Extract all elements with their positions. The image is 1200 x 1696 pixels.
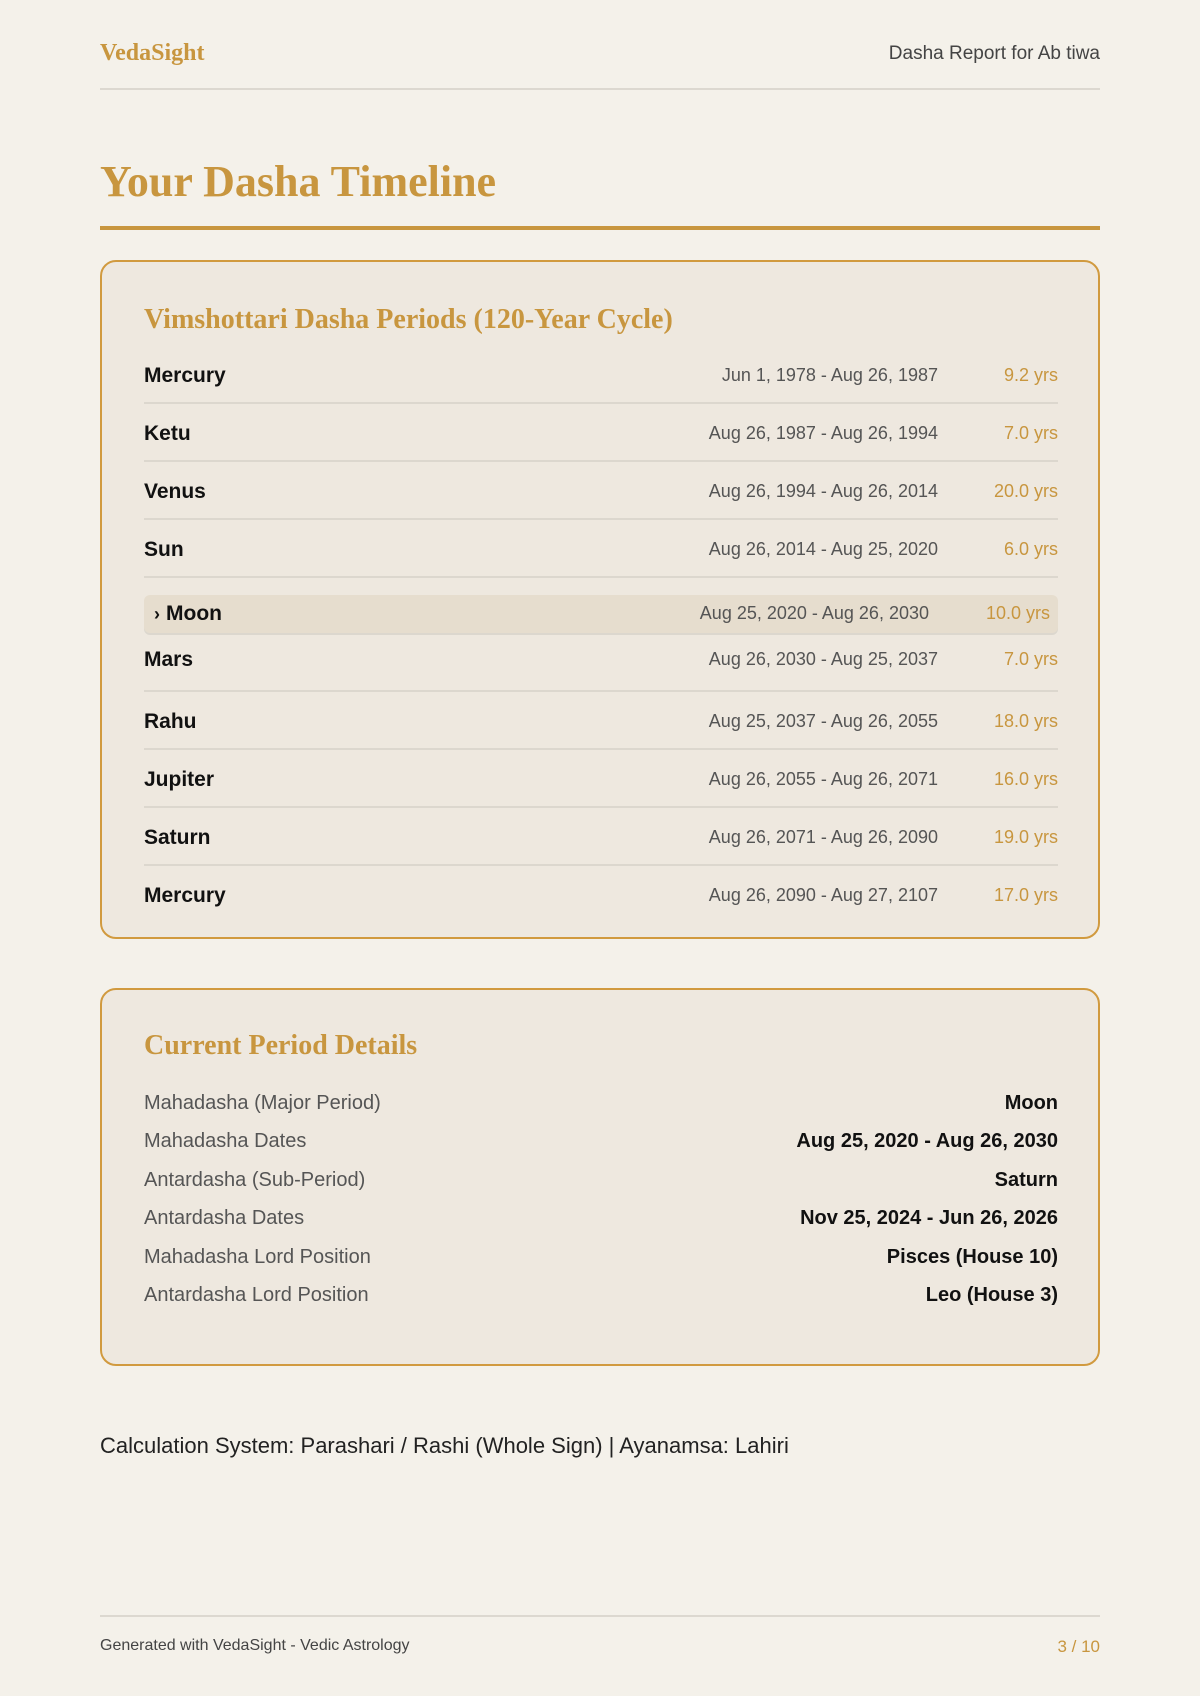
dasha-row xyxy=(144,750,1058,808)
dasha-planet: Moon xyxy=(166,602,222,625)
detail-value: Leo (House 3) xyxy=(925,1283,1058,1306)
dasha-row xyxy=(144,692,1058,750)
dasha-dates: Aug 25, 2020 - Aug 26, 2030 xyxy=(699,603,929,623)
dasha-planet: Jupiter xyxy=(144,768,215,791)
current-period-card xyxy=(100,988,1100,1366)
page-title: Your Dasha Timeline xyxy=(100,157,497,206)
dasha-planet: Venus xyxy=(144,480,206,503)
report-page xyxy=(100,0,1100,1696)
detail-label: Antardasha (Sub-Period) xyxy=(144,1168,366,1191)
detail-label: Mahadasha Dates xyxy=(144,1130,307,1153)
dasha-planet: Sun xyxy=(144,538,184,561)
dasha-dates: Aug 26, 2071 - Aug 26, 2090 xyxy=(708,827,938,847)
detail-value: Aug 25, 2020 - Aug 26, 2030 xyxy=(796,1130,1058,1153)
dasha-planet: Saturn xyxy=(144,826,211,849)
calculation-note: Calculation System: Parashari / Rashi (Whole Sign) | Ayanamsa: Lahiri xyxy=(100,1433,789,1458)
detail-value: Saturn xyxy=(994,1168,1058,1191)
detail-label: Antardasha Lord Position xyxy=(144,1283,369,1306)
detail-label: Mahadasha (Major Period) xyxy=(144,1092,381,1114)
page-header xyxy=(100,38,1100,90)
dasha-row xyxy=(144,808,1058,866)
dasha-duration: 7.0 yrs xyxy=(1003,423,1058,443)
dasha-row xyxy=(144,520,1058,578)
dasha-duration: 9.2 yrs xyxy=(1003,365,1058,385)
dasha-periods-card xyxy=(100,260,1100,939)
dasha-periods-title: Vimshottari Dasha Periods (120-Year Cycle) xyxy=(144,304,673,335)
dasha-dates: Aug 26, 1987 - Aug 26, 1994 xyxy=(708,423,938,443)
dasha-planet: Ketu xyxy=(144,422,191,445)
dasha-planet: Mercury xyxy=(144,884,226,907)
brand-logo-text: VedaSight xyxy=(100,40,205,66)
dasha-row xyxy=(144,404,1058,462)
title-divider xyxy=(100,226,1100,230)
page-number: 3 / 10 xyxy=(1057,1637,1100,1656)
detail-row xyxy=(144,1284,1058,1322)
dasha-planet-current xyxy=(154,602,222,626)
detail-row xyxy=(144,1169,1058,1207)
page-footer xyxy=(100,1615,1100,1667)
current-period-list xyxy=(144,1092,1058,1322)
dasha-duration: 10.0 yrs xyxy=(985,603,1050,623)
dasha-row-current xyxy=(144,595,1058,633)
footer-generated-text: Generated with VedaSight - Vedic Astrology xyxy=(100,1637,410,1654)
dasha-row xyxy=(144,636,1058,692)
dasha-dates: Aug 25, 2037 - Aug 26, 2055 xyxy=(708,711,938,731)
dasha-dates: Aug 26, 2090 - Aug 27, 2107 xyxy=(708,885,938,905)
detail-label: Antardasha Dates xyxy=(144,1207,305,1230)
dasha-duration: 7.0 yrs xyxy=(1003,649,1058,669)
dasha-dates: Aug 26, 2030 - Aug 25, 2037 xyxy=(708,649,938,669)
dasha-planet: Mercury xyxy=(144,364,226,387)
detail-value: Pisces (House 10) xyxy=(886,1245,1058,1268)
detail-row xyxy=(144,1246,1058,1284)
dasha-duration: 19.0 yrs xyxy=(993,827,1058,847)
current-period-title: Current Period Details xyxy=(144,1030,418,1061)
dasha-dates: Aug 26, 2014 - Aug 25, 2020 xyxy=(708,539,938,559)
dasha-planet: Mars xyxy=(144,648,194,671)
dasha-dates: Jun 1, 1978 - Aug 26, 1987 xyxy=(721,365,938,385)
detail-value: Moon xyxy=(1004,1092,1058,1114)
dasha-row xyxy=(144,346,1058,404)
dasha-planet: Rahu xyxy=(144,710,197,733)
detail-value: Nov 25, 2024 - Jun 26, 2026 xyxy=(800,1207,1058,1230)
dasha-periods-list xyxy=(144,346,1058,922)
dasha-row xyxy=(144,462,1058,520)
dasha-duration: 6.0 yrs xyxy=(1003,539,1058,559)
dasha-duration: 20.0 yrs xyxy=(993,481,1058,501)
detail-row xyxy=(144,1092,1058,1130)
dasha-dates: Aug 26, 1994 - Aug 26, 2014 xyxy=(708,481,938,501)
dasha-row xyxy=(144,866,1058,922)
chevron-right-icon: › xyxy=(154,604,160,624)
dasha-dates: Aug 26, 2055 - Aug 26, 2071 xyxy=(708,769,938,789)
detail-label: Mahadasha Lord Position xyxy=(144,1245,371,1268)
dasha-duration: 16.0 yrs xyxy=(993,769,1058,789)
report-subject: Dasha Report for Ab tiwa xyxy=(888,43,1100,64)
detail-row xyxy=(144,1207,1058,1245)
dasha-duration: 17.0 yrs xyxy=(993,885,1058,905)
dasha-duration: 18.0 yrs xyxy=(993,711,1058,731)
detail-row xyxy=(144,1130,1058,1168)
